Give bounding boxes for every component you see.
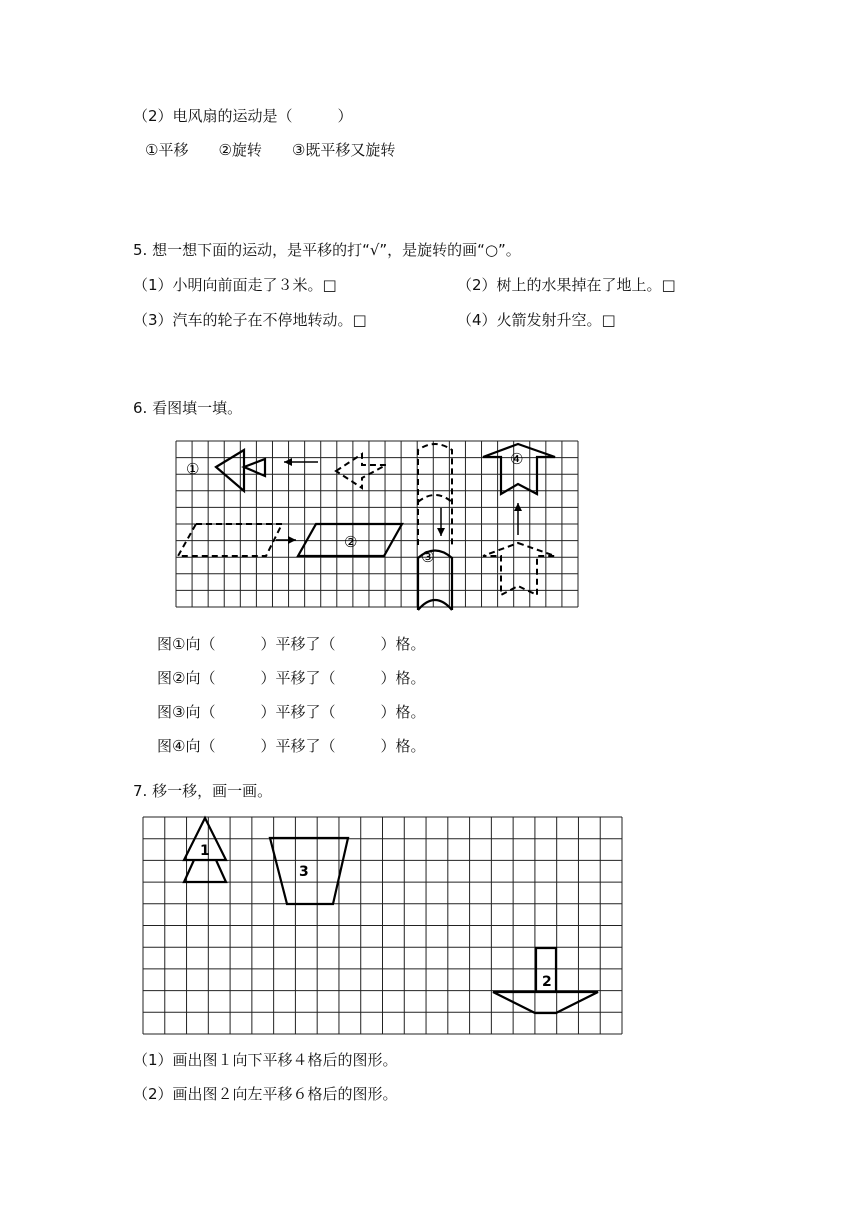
q4-sub2: （2）电风扇的运动是（ ） [133,107,353,125]
q5-item2: （2）树上的水果掉在了地上。□ [457,276,676,294]
q6-blank-1: 图①向（ ）平移了（ ）格。 [157,635,426,653]
q6-figure-1-label: ① [186,460,200,478]
q7-task2: （2）画出图２向左平移６格后的图形。 [133,1085,398,1103]
q7-figure-2-label: 2 [542,974,552,990]
q5-item1: （1）小明向前面走了３米。□ [133,276,337,294]
q5-title: 5. 想一想下面的运动，是平移的打“√”，是旋转的画“○”。 [133,241,521,259]
q7-figure-3-label: 3 [299,864,309,880]
q6-figure-3-label: ③ [421,548,435,566]
q4-options: ①平移 ②旋转 ③既平移又旋转 [145,141,396,159]
q6-blank-3: 图③向（ ）平移了（ ）格。 [157,703,426,721]
q5-item3: （3）汽车的轮子在不停地转动。□ [133,311,367,329]
q6-blank-2: 图②向（ ）平移了（ ）格。 [157,669,426,687]
q6-figure-4-label: ④ [510,450,524,468]
q6-blank-4: 图④向（ ）平移了（ ）格。 [157,737,426,755]
q6-title: 6. 看图填一填。 [133,399,243,417]
q7-figure-3 [270,838,348,904]
q7-title: 7. 移一移，画一画。 [133,782,273,800]
q5-item4: （4）火箭发射升空。□ [457,311,616,329]
q6-figure-2-label: ② [344,533,358,551]
q7-figure-1-label: 1 [200,843,210,859]
q7-task1: （1）画出图１向下平移４格后的图形。 [133,1051,398,1069]
